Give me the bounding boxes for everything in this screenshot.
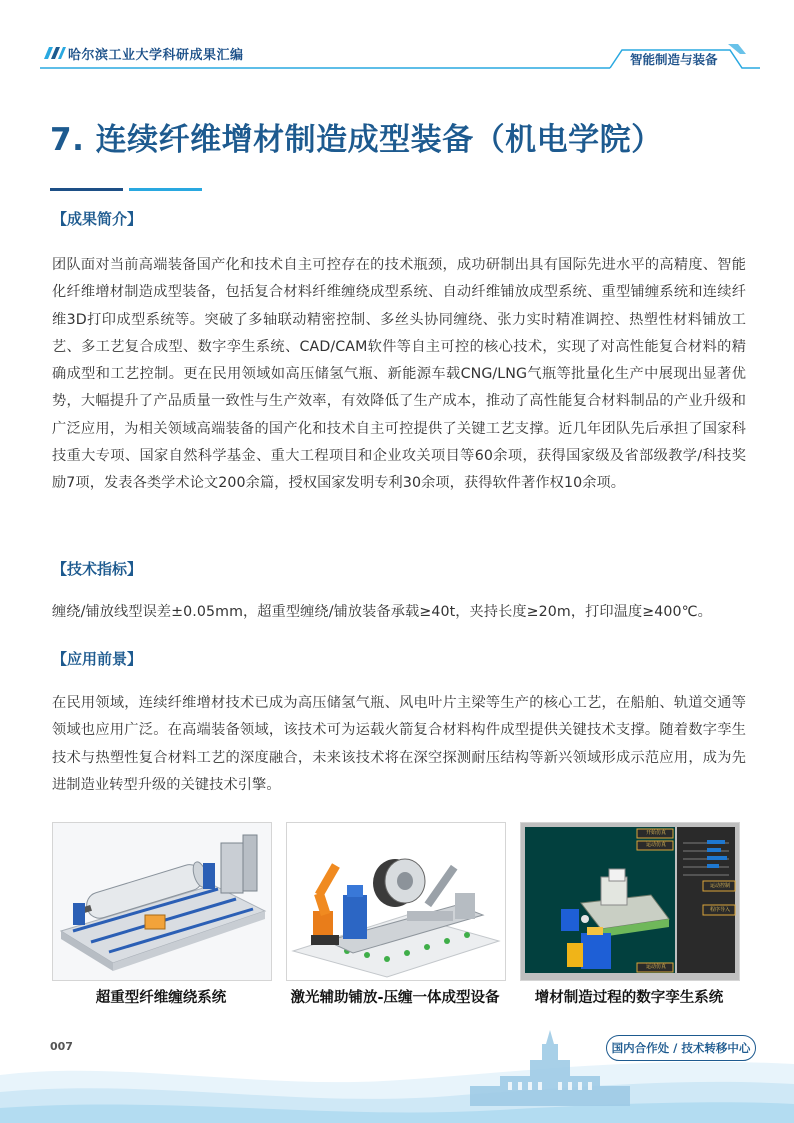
specs-paragraph: 缠绕/铺放线型误差±0.05mm，超重型缠绕/铺放装备承载≥40t，夹持长度≥20m，打印温度≥400℃。 xyxy=(52,604,712,620)
page-number: 007 xyxy=(50,1040,73,1053)
intro-heading: 【成果简介】 xyxy=(52,210,143,228)
laser-placement-illustration xyxy=(287,823,505,980)
header-compilation-title: 哈尔滨工业大学科研成果汇编 xyxy=(68,48,244,63)
figure-laser-placement xyxy=(286,822,506,981)
figure-winding-system xyxy=(52,822,272,981)
figure-digital-twin xyxy=(520,822,740,981)
figure-caption-2: 激光辅助铺放-压缠一体成型设备 xyxy=(290,990,500,1006)
digital-twin-illustration xyxy=(521,823,739,980)
specs-heading: 【技术指标】 xyxy=(52,560,143,578)
header-category: 智能制造与装备 xyxy=(630,52,718,67)
twin-button-program-import[interactable]: 程序导入 xyxy=(709,907,730,913)
twin-button-motion-sim[interactable]: 运动仿真 xyxy=(645,842,666,848)
twin-button-motion-control[interactable]: 运动控制 xyxy=(709,883,730,889)
page-header xyxy=(0,0,794,80)
title-underline-dark xyxy=(50,188,123,191)
department-badge: 国内合作处 / 技术转移中心 xyxy=(606,1035,756,1061)
page-title: 7. 连续纤维增材制造成型装备（机电学院） xyxy=(50,122,663,158)
figure-caption-1: 超重型纤维缠绕系统 xyxy=(95,990,227,1006)
prospects-heading: 【应用前景】 xyxy=(52,650,143,668)
intro-paragraph: 团队面对当前高端装备国产化和技术自主可控存在的技术瓶颈，成功研制出具有国际先进水平的高精度、智能化纤维增材制造成型装备，包括复合材料纤维缠绕成型系统、自动纤维铺放成型系统、重型铺缠系统和连续纤维3D打印成型系统等。突破了多轴联动精密控制、多丝头协同缠绕、张力实时精准调控、热塑性材料铺放工艺、多工艺复合成型、数字孪生系统、CAD/CAM软件等自主可控的核心技术，实现了对高性能复合材料的精确成型和工艺控制。更在民用领域如高压储氢气瓶、新能源车载CNG/LNG气瓶等批量化生产中展现出显著优势，大幅提升了产品质量一致性与生产效率，有效降低了生产成本，推动了高性能复合材料制品的产业升级和广泛应用，为相关领域高端装备的国产化和技术自主可控提供了关键工艺支撑。近几年团队先后承担了国家科技重大专项、国家自然科学基金、重大工程项目和企业攻关项目等60余项，获得国家级及省部级教学/科技奖励7项，发表各类学术论文200余篇，授权国家发明专利30余项，获得软件著作权10余项。 xyxy=(52,257,746,492)
twin-button-start-sim[interactable]: 开始仿真 xyxy=(645,830,666,836)
title-underline-light xyxy=(129,188,202,191)
prospects-paragraph: 在民用领域，连续纤维增材技术已成为高压储氢气瓶、风电叶片主梁等生产的核心工艺，在船舶、轨道交通等领域也应用广泛。在高端装备领域，该技术可为运载火箭复合材料构件成型提供关键技术支撑。随着数字孪生技术与热塑性复合材料工艺的深度融合，未来该技术将在深空探测耐压结构等新兴领域形成示范应用，成为先进制造业转型升级的关键技术引擎。 xyxy=(52,695,746,793)
header-decoration xyxy=(0,0,794,80)
twin-button-motion-sim-2[interactable]: 运动仿真 xyxy=(645,964,666,970)
figure-caption-3: 增材制造过程的数字孪生系统 xyxy=(534,990,724,1006)
winding-system-illustration xyxy=(53,823,271,980)
